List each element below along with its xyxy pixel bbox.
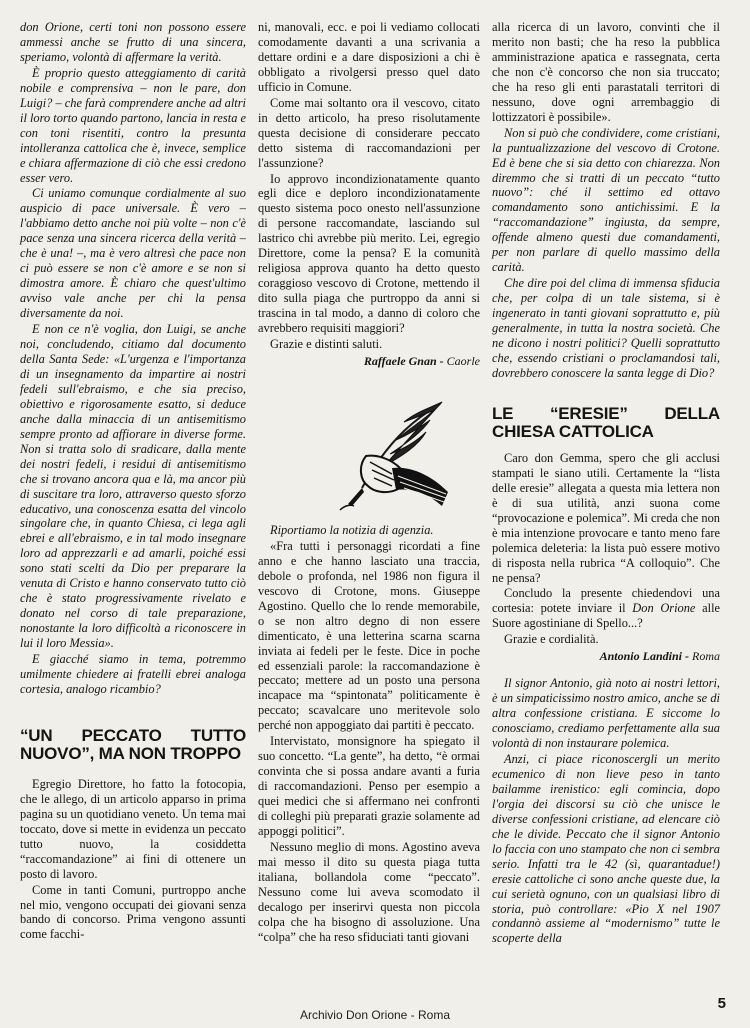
signature: Raffaele Gnan - Caorle bbox=[363, 353, 480, 368]
text-run: Concludo la presente chiedendovi una cortesia: potete inviare il bbox=[492, 586, 720, 616]
paragraph: don Orione, certi toni non possono essere ammessi anche se frutto di una sincera, speriamo, volontà di affermare la verità. bbox=[20, 20, 246, 64]
paragraph: Egregio Direttore, ho fatto la fotocopia, che le allego, di un articolo apparso in prima pagina su un quotidiano veneto. Un tema mai toccato, dove si mette in evidenza un peccato tutto nuovo, la cosiddetta “raccomandazione” ai fini di ottenere un posto di lavoro. bbox=[20, 776, 246, 881]
section-heading: “UN PECCATO TUTTO NUOVO”, MA NON TROPPO bbox=[20, 725, 246, 763]
spacer bbox=[492, 668, 720, 676]
page-number: 5 bbox=[717, 995, 726, 1012]
paragraph: Ci uniamo comunque cordialmente al suo auspicio di pace universale. È vero – l'abbiamo detto anche noi più volte – non c'è pace senza una sincera ricerca della verità – che è una! –, ma è vero altresì che pace non ci può essere se non c'è amore e se non si dimostra amore. È chiaro che quest'ultimo avviso vale anche per chi la pensa diversamente da noi. bbox=[20, 186, 246, 321]
paragraph: Caro don Gemma, spero che gli acclusi stampati le siano utili. Certamente la “lista delle eresie” allegata a questa mia lettera non è di sua utilità, anzi suona come “provocazione e polemica”. Mi creda che non è mia intenzione provocare e tanto meno fare polemica deleteria: la lista può essere motivo di risposta nella rubrica “A colloquio”. Che ne pensa? bbox=[492, 450, 720, 585]
paragraph: Grazie e distinti saluti. bbox=[270, 337, 383, 352]
paragraph: ni, manovali, ecc. e poi li vediamo collocati comodamente davanti a una scrivania a dettare ordini e a dare disposizioni a chi è obbligato a rivolgersi presso quel dato ufficio in Comune. bbox=[258, 20, 480, 94]
paragraph: Intervistato, monsignore ha spiegato il suo concetto. “La gente”, ha detto, “è ormai convinta che si possa andare avanti a furia di raccomandazioni. Penso per esempio a quei medici che si affermano nei confronti di colleghi più preparati grazie solamente ad appoggi politici”. bbox=[258, 734, 480, 838]
column-1 bbox=[20, 20, 246, 943]
paragraph: Io approvo incondizionatamente quanto egli dice e deploro incondizionatamente questo sistema poco onesto nell'assunzione di persone raccomandate, lasciando sul lastrico chi avrebbe più merito. Lei, egregio Direttore, come la pensa? E la comunità religiosa approva quanto ha detto questo coraggioso vescovo di Crotone, mettendo il dito sulla piaga che purtroppo da anni si trascina in tal modo, a danno di coloro che avrebbero requisiti maggiori? bbox=[258, 171, 480, 336]
paragraph: Come mai soltanto ora il vescovo, citato in detto articolo, ha preso risolutamente questa decisione di considerare peccato detto sistema di raccomandazioni per l'assunzione? bbox=[258, 95, 480, 170]
paragraph: Anzi, ci piace riconoscergli un merito ecumenico di non lieve peso in tanto bailamme irenistico: egli comincia, dopo l'orgia dei discorsi su ciò che unisce le diverse confessioni cristiane, ad elencare ciò che le divide. Peccato che il signor Antonio lo faccia con uno stampato che non ci sembra serio. Infatti tra le 42 (sì, quarantadue!) eresie cattoliche ci sono anche queste due, la cui serietà ognuno, con un qualsiasi libro di storia, può controllare: «Pio X nel 1907 condannò assieme al “modernismo” tutte le scoperte della bbox=[492, 751, 720, 946]
text-run: alle Suore agostiniane di Spello...? bbox=[492, 601, 721, 631]
signature-name: Antonio Landini bbox=[599, 649, 682, 664]
paragraph: Grazie e cordialità. bbox=[504, 632, 599, 647]
column-3 bbox=[492, 20, 720, 947]
archive-footer: Archivio Don Orione - Roma bbox=[299, 1008, 451, 1022]
magazine-title: Don Orione bbox=[632, 601, 696, 616]
section-heading: LE “ERESIE” DELLA CHIESA CATTOLICA bbox=[492, 403, 720, 441]
quill-hand-icon bbox=[330, 396, 456, 518]
paragraph: Riportiamo la notizia di agenzia. bbox=[270, 522, 434, 537]
paragraph: Il signor Antonio, già noto ai nostri lettori, è un simpaticissimo nostro amico, anche se di altra confessione cristiana. E siccome lo conosciamo, crediamo perfettamente alla sua volontà di non instaurare polemica. bbox=[492, 676, 720, 751]
signature-city: Roma bbox=[692, 649, 720, 664]
paragraph bbox=[492, 586, 720, 631]
paragraph: Nessuno meglio di mons. Agostino aveva mai messo il dito su questa piaga tutta italiana, bollandola come “peccato”. Nessuno come lui aveva scomodato il decalogo per inserirvi questa non piccola colpa che ha bisogno di assoluzione. Una “colpa” che ha reso sfiduciati tanti giovani bbox=[258, 839, 480, 944]
paragraph: alla ricerca di un lavoro, convinti che il merito non basti; che ha reso la pubblica amministrazione apatica e rassegnata, certa che non c'è concorso che non sia truccato; che ha reso gli enti parastatali territori di nessuno, dove ogni arrembaggio di lottizzatori è possibile». bbox=[492, 20, 720, 124]
paragraph: Non si può che condividere, come cristiani, la puntualizzazione del vescovo di Crotone. Ed è bene che si sia detto con chiarezza. Non diremmo che si tratti di un peccato “tutto nuovo”: ché il settimo ed ottavo comandamento sono antichissimi. E la “raccomandazione” ingiusta, da sempre, offende almeno questi due comandamenti, per non parlare di quello massimo della carità. bbox=[492, 125, 720, 275]
paragraph: Come in tanti Comuni, purtroppo anche nel mio, vengono occupati dei giovani senza bando di concorso. Prima vengono assunti come facchi- bbox=[20, 882, 246, 942]
paragraph: Che dire poi del clima di immensa sfiducia che, per colpa di un tale sistema, si è ingenerato in tanti giovani soprattutto e, più generalmente, in tutta la nostra società. Che ne dicono i nostri politici? Quelli soprattutto che, essendo cristiani o proclamandosi tali, dovrebbero conoscere la santa legge di Dio? bbox=[492, 276, 720, 380]
paragraph: E non ce n'è voglia, don Luigi, se anche noi, concludendo, citiamo dal documento della Santa Sede: «L'urgenza e l'importanza di un insegnamento da impartire ai nostri fedeli sull'ebraismo, e che sia preciso, obiettivo e rigorosamente esatto, si deduce anche dalla minaccia di un antisemitismo sempre pronto ad affiorare in diverse forme. Non si tratta solo di sradicare, dalla mente dei nostri fedeli, i residui di antisemitismo che si trovano ancora qua e là, ma ancor più di suscitare tra loro, attraverso questo sforzo educativo, una conoscenza esatta del vincolo singolare che, in quanto Chiesa, ci lega agli ebrei e all'ebraismo, e in tal modo insegnare loro ad apprezzarli e ad amarli, poiché essi sono stati scelti da Dio per preparare la venuta di Cristo e hanno conservato tutto ciò che è stato progressivamente rivelato e donato nel corso di tale preparazione, nonostante la loro difficoltà a riconoscere in lui il loro Messia». bbox=[20, 322, 246, 651]
signature: Antonio Landini - Roma bbox=[599, 649, 720, 664]
paragraph: È proprio questo atteggiamento di carità nobile e comprensiva – non le pare, don Luigi? – che farà comprendere anche ad altri il loro torto quando partono, lancia in resta e con toni risentiti, contro la presunta intolleranza cattolica che è, invece, semplice e chiara affermazione di ciò che essi credono esser vero. bbox=[20, 65, 246, 185]
signature-name: Raffaele Gnan bbox=[363, 353, 437, 368]
paragraph: «Fra tutti i personaggi ricordati a fine anno e che hanno lasciato una traccia, debole o profonda, nel 1986 non figura il vescovo di Crotone, mons. Giuseppe Agostino. Quello che lo rende memorabile, o se non altro degno di non essere dimenticato, è una letterina scarna scarna inviata ai fedeli per le feste. Dice in poche ed essenziali parole: la raccomandazione è peccato; mettere ad un posto una persona incapace ma “spintonata” politicamente è peccato; scavalcare uno meritevole solo perché non appoggiato dai partiti è peccato. bbox=[258, 538, 480, 733]
signature-city: Caorle bbox=[446, 353, 480, 368]
paragraph: E giacché siamo in tema, potremmo umilmente chiedere ai fratelli ebrei analoga cortesia, analogo ricambio? bbox=[20, 652, 246, 696]
